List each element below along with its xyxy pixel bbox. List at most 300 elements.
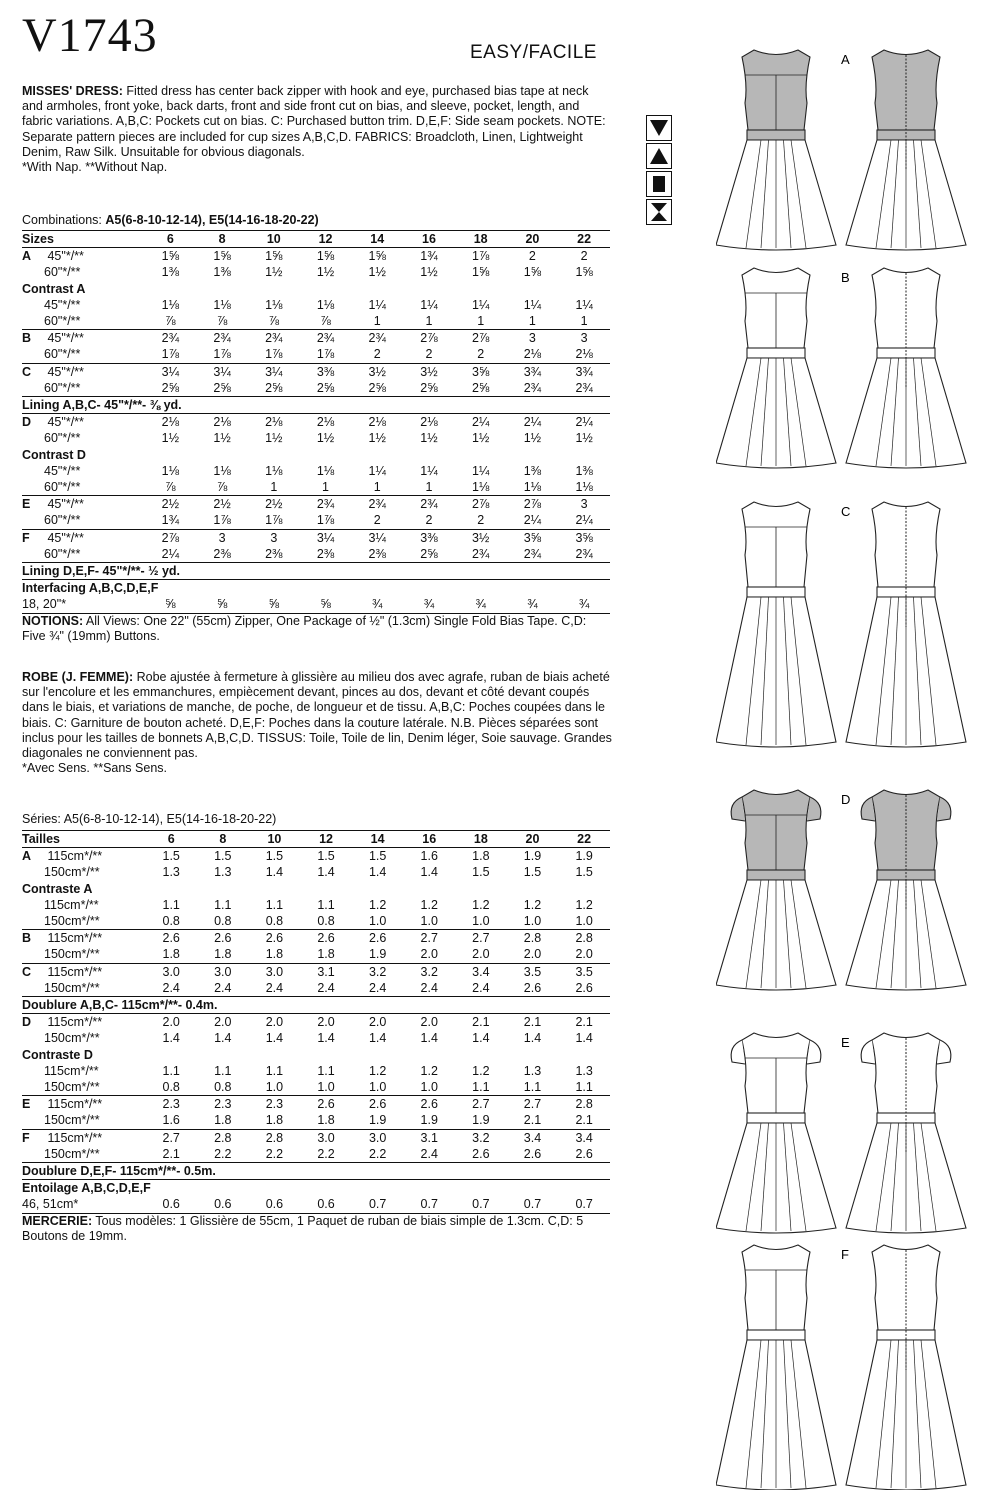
yardage-cell: 3⅝ (507, 529, 559, 546)
dress-back-view (846, 268, 966, 468)
fabric-width-label (22, 512, 145, 529)
yardage-cell: ⅞ (320, 314, 331, 329)
fabric-width-label (22, 264, 145, 280)
yardage-cell: 3¼ (196, 363, 248, 380)
yardage-cell: ⅝ (248, 596, 300, 613)
yardage-cell: 2¾ (300, 330, 352, 347)
yardage-cell: 1¼ (368, 463, 386, 478)
yardage-cell: 2.4 (265, 980, 284, 995)
fabric-width-label (22, 330, 145, 347)
yardage-cell: 1.0 (368, 914, 387, 929)
yardage-cell: 1⅛ (213, 463, 231, 478)
yardage-cell: 1.8 (214, 947, 232, 962)
fabric-width-label (22, 897, 145, 913)
yardage-cell: 2.6 (575, 1146, 593, 1161)
yardage-cell: 1.9 (523, 849, 542, 864)
yardage-cell: 3 (507, 330, 559, 347)
lining-abc: Lining A,B,C- 45"*/**- ⅜ yd. (22, 397, 610, 414)
contrast-label: Contraste A (22, 881, 93, 896)
lining-row (22, 397, 610, 414)
sizes-label: Sizes (22, 231, 145, 248)
yardage-cell: 2.0 (317, 1015, 335, 1030)
yardage-cell: 0.7 (455, 1196, 507, 1213)
fabric-width-label (22, 963, 145, 980)
yardage-cell: 2¼ (471, 415, 490, 430)
yardage-cell: 1⅜ (213, 265, 231, 280)
yardage-cell: 2.0 (368, 1015, 387, 1030)
yardage-cell: 2.1 (162, 1146, 180, 1161)
yardage-cell: 2.0 (420, 947, 438, 962)
yardage-cell: 2¼ (575, 415, 593, 430)
yardage-cell: 2⅜ (265, 546, 283, 561)
yardage-cell: 2⅝ (316, 380, 335, 395)
hourglass-icon (646, 199, 672, 225)
yardage-cell: 1.4 (265, 1031, 284, 1046)
yardage-cell: 1⅞ (213, 347, 231, 362)
interfacing-width: 18, 20"* (22, 596, 145, 613)
dress-back-view (846, 502, 966, 747)
yardage-cell: 2⅜ (316, 546, 335, 561)
yardage-cell: 2.6 (352, 1096, 404, 1113)
yardage-cell: ⅝ (145, 596, 197, 613)
subheading-row (22, 281, 610, 297)
yardage-cell: 1.8 (265, 947, 284, 962)
yardage-cell: 1.3 (214, 865, 232, 880)
yardage-cell: 1⅞ (265, 347, 283, 362)
yardage-cell: 2.0 (575, 947, 593, 962)
table-row (22, 864, 610, 880)
view-letter: C (22, 364, 32, 379)
yardage-cell: 2.6 (523, 1146, 542, 1161)
yardage-cell: 1¼ (523, 297, 542, 312)
size-header: 18 (455, 231, 507, 248)
yardage-cell: 2¼ (523, 513, 542, 528)
yardage-cell: 1.4 (317, 865, 335, 880)
fabric-width-label (22, 1014, 145, 1031)
yardage-cell: 0.6 (249, 1196, 301, 1213)
yardage-cell: 1⅝ (161, 249, 180, 264)
yardage-cell: 2⅝ (161, 380, 180, 395)
yardage-cell: 3¾ (558, 363, 610, 380)
yardage-cell: 1.9 (368, 947, 387, 962)
dress-front-view (716, 268, 836, 468)
fabric-width-label (22, 463, 145, 479)
fabric-width: 150cm*/** (44, 1031, 100, 1046)
yardage-cell: 2.1 (472, 1015, 490, 1030)
yardage-cell: 1.0 (472, 914, 490, 929)
yardage-cell: 0.7 (558, 1196, 610, 1213)
yardage-cell: 1⅞ (316, 513, 335, 528)
yardage-cell: 1.1 (472, 1080, 490, 1095)
yardage-cell: 2⅝ (420, 380, 438, 395)
yardage-cell: 2.1 (575, 1113, 593, 1128)
yardage-cell: 0.6 (145, 1196, 197, 1213)
fabric-width: 60"*/** (44, 431, 81, 446)
yardage-cell: 2.4 (420, 980, 438, 995)
yardage-cell: 2 (425, 513, 433, 528)
yardage-cell: 2¼ (523, 415, 542, 430)
description-fr: ROBE (J. FEMME): Robe ajustée à fermeture à glissière au milieu dos avec agrafe, ruban de biais acheté sur l'encolure et les emmanchures, empiècement devant, pinces au dos, devant et côté devant coupés dans le biais, et variations de manche, de poche, de longueur et de tissu. A,B,C: Poches coupées dans le biais. C: Garniture de bouton acheté. D,E,F: Poches dans la couture latérale. N.B. Pièces séparées sont inclus pour les tailles de bonnets A,B,C,D. TISSUS: Toile, Toile de lin, Denim léger, Soie sauvage. Grandes diagonales ne conviennent pas. *Avec Sens. **Sans Sens. (22, 670, 612, 776)
yardage-cell: 2⅝ (213, 380, 231, 395)
fabric-width: 115cm*/** (47, 1097, 103, 1112)
fabric-width: 60"*/** (44, 314, 81, 329)
yardage-cell: 2.7 (403, 930, 455, 947)
yardage-cell: 3.4 (507, 1129, 559, 1146)
fabric-width-label (22, 496, 145, 513)
yardage-cell: 1¼ (420, 297, 438, 312)
table-row (22, 930, 610, 947)
triangle-up-icon (646, 143, 672, 169)
yardage-cell: 1.0 (575, 914, 593, 929)
notions-row (22, 613, 610, 645)
table-row (22, 479, 610, 496)
fabric-width-label (22, 930, 145, 947)
yardage-cell: 2¾ (300, 496, 352, 513)
view-letter: E (22, 497, 31, 512)
yardage-cell: 1⅛ (213, 297, 231, 312)
fabric-width-label (22, 297, 145, 313)
yardage-cell: ⅞ (268, 314, 280, 329)
yardage-cell: 2¾ (471, 546, 490, 561)
fabric-width-label (22, 313, 145, 330)
yardage-cell: 1⅛ (575, 480, 593, 495)
size-header: 14 (352, 831, 404, 848)
yardage-cell: 3⅜ (403, 529, 455, 546)
yardage-cell: 2.0 (265, 1015, 284, 1030)
fabric-width: 45"*/** (44, 463, 81, 478)
yardage-cell: 1½ (368, 431, 386, 446)
table-row (22, 363, 610, 380)
yardage-cell: 1.5 (523, 865, 542, 880)
yardage-cell: 3 (196, 529, 248, 546)
yardage-cell: 3.0 (249, 963, 301, 980)
yardage-cell: 2 (425, 347, 433, 362)
yardage-cell: 2⅝ (368, 380, 386, 395)
table-row (22, 512, 610, 529)
interfacing-row (22, 580, 610, 597)
yardage-cell: 1.4 (162, 1031, 180, 1046)
dress-front-view (716, 50, 836, 250)
yardage-cell: 3 (248, 529, 300, 546)
dress-front-view (716, 1245, 836, 1490)
yardage-cell: 1⅛ (523, 480, 542, 495)
table-row (22, 980, 610, 997)
yardage-cell: 3.1 (300, 963, 352, 980)
yardage-cell: 1 (528, 314, 536, 329)
yardage-cell: 1.2 (472, 1063, 490, 1078)
contrast-label: Contraste D (22, 1047, 93, 1062)
yardage-cell: 1.9 (420, 1113, 438, 1128)
yardage-cell: ⅝ (300, 596, 352, 613)
yardage-cell: 2.8 (558, 930, 610, 947)
notions: MERCERIE: Tous modèles: 1 Glissière de 55cm, 1 Paquet de ruban de biais simple de 1.3cm. C,D: 5 Boutons de 19mm. (22, 1213, 584, 1244)
subheading-row (22, 447, 610, 463)
yardage-cell: 1.3 (575, 1063, 593, 1078)
yardage-cell: 1.5 (575, 865, 593, 880)
interfacing-values-row (22, 1196, 610, 1213)
yardage-cell: 3¼ (145, 363, 197, 380)
yardage-cell: 1.0 (317, 1080, 335, 1095)
fabric-width-label (22, 946, 145, 963)
view-label: C (841, 504, 851, 519)
yardage-cell: 3.4 (455, 963, 507, 980)
size-header: 22 (558, 831, 610, 848)
table-row (22, 297, 610, 313)
yardage-cell: 2 (477, 513, 485, 528)
yardage-cell: 2.6 (575, 980, 593, 995)
yardage-cell: 3.5 (558, 963, 610, 980)
size-header: 12 (300, 831, 352, 848)
yardage-cell: 1.6 (420, 849, 438, 864)
yardage-cell: 1 (580, 314, 588, 329)
fabric-width: 150cm*/** (44, 1080, 100, 1095)
view-letter: B (22, 331, 32, 346)
pattern-number: V1743 (22, 9, 158, 62)
fabric-width: 115cm*/** (44, 897, 99, 912)
fabric-width: 115cm*/** (47, 964, 103, 979)
yardage-cell: 1.4 (214, 1031, 232, 1046)
yardage-cell: 1½ (265, 431, 283, 446)
size-header: 10 (249, 831, 301, 848)
fabric-width-label (22, 1129, 145, 1146)
yardage-cell: 1⅝ (523, 265, 542, 280)
yardage-cell: 0.8 (214, 1080, 232, 1095)
lining-row (22, 563, 610, 580)
yardage-cell: 1⅞ (265, 513, 283, 528)
yardage-cell: 1.0 (368, 1080, 387, 1095)
yardage-cell: 2¾ (403, 496, 455, 513)
yardage-cell: 1.5 (214, 849, 232, 864)
fabric-width-label (22, 479, 145, 496)
yardage-cell: 2¼ (575, 513, 593, 528)
fabric-width: 45"*/** (44, 297, 81, 312)
yardage-cell: 1.1 (162, 897, 180, 912)
yardage-table-en (22, 230, 610, 645)
yardage-cell: 2.2 (317, 1146, 335, 1161)
view-letter: F (22, 1130, 30, 1145)
table-row (22, 330, 610, 347)
yardage-cell: 1⅜ (161, 265, 180, 280)
yardage-cell: ⅞ (165, 480, 176, 495)
yardage-cell: 2⅞ (145, 529, 197, 546)
yardage-cell: 2.0 (523, 947, 542, 962)
yardage-cell: ¾ (507, 596, 559, 613)
yardage-cell: 2.7 (455, 930, 507, 947)
yardage-cell: 2½ (196, 496, 248, 513)
yardage-cell: 2¾ (248, 330, 300, 347)
size-header: 16 (403, 831, 455, 848)
yardage-cell: 3⅜ (300, 363, 352, 380)
view-letter: A (22, 849, 32, 864)
fabric-width-label (22, 346, 145, 363)
size-header: 10 (248, 231, 300, 248)
yardage-cell: 1.5 (368, 849, 387, 864)
yardage-cell: 2.3 (197, 1096, 249, 1113)
yardage-cell: 2.0 (472, 947, 490, 962)
yardage-cell: 0.8 (162, 914, 180, 929)
yardage-cell: 2⅛ (575, 347, 593, 362)
yardage-cell: 1¼ (471, 297, 490, 312)
yardage-cell: 1 (477, 314, 485, 329)
yardage-cell: 2.4 (317, 980, 335, 995)
size-header: 20 (507, 831, 559, 848)
yardage-cell: 1.8 (162, 947, 180, 962)
yardage-cell: 3 (558, 496, 610, 513)
yardage-cell: 2.4 (420, 1146, 438, 1161)
yardage-cell: 2⅛ (265, 415, 283, 430)
yardage-cell: 2.6 (145, 930, 197, 947)
fabric-width-label (22, 414, 145, 431)
yardage-cell: 2.0 (420, 1015, 438, 1030)
yardage-cell: 2.6 (300, 1096, 352, 1113)
yardage-cell: 1.2 (523, 897, 542, 912)
yardage-cell: 1.1 (575, 1080, 593, 1095)
yardage-cell: 3.0 (352, 1129, 404, 1146)
yardage-cell: 1⅞ (213, 513, 231, 528)
yardage-cell: 2.4 (162, 980, 180, 995)
yardage-cell: 2⅛ (420, 415, 438, 430)
size-header: 8 (196, 231, 248, 248)
fabric-width: 60"*/** (44, 347, 81, 362)
yardage-cell: 2¾ (351, 496, 403, 513)
yardage-cell: 2.2 (265, 1146, 284, 1161)
yardage-cell: 0.8 (265, 914, 284, 929)
yardage-cell: 2.6 (523, 980, 542, 995)
yardage-cell: 2.7 (145, 1129, 197, 1146)
yardage-cell: 1⅞ (471, 249, 490, 264)
yardage-cell: 1⅜ (523, 463, 542, 478)
yardage-cell: 1.4 (523, 1031, 542, 1046)
yardage-cell: 1½ (523, 431, 542, 446)
yardage-cell: 2.3 (249, 1096, 301, 1113)
yardage-cell: 2.6 (352, 930, 404, 947)
yardage-cell: ⅞ (165, 314, 176, 329)
yardage-cell: 1.0 (523, 914, 542, 929)
yardage-cell: ⅞ (216, 480, 228, 495)
fabric-width-label (22, 1112, 145, 1129)
yardage-cell: 1.4 (420, 865, 438, 880)
yardage-cell: 1⅝ (265, 249, 283, 264)
table-row (22, 248, 610, 265)
yardage-cell: 3.0 (197, 963, 249, 980)
yardage-cell: 1⅝ (575, 265, 593, 280)
yardage-cell: 3.2 (403, 963, 455, 980)
yardage-cell: 2.4 (472, 980, 490, 995)
fabric-width: 45"*/** (47, 249, 84, 264)
dress-front-view (716, 502, 836, 747)
yardage-cell: 2.6 (403, 1096, 455, 1113)
yardage-cell: 1.1 (214, 897, 232, 912)
size-header: 8 (197, 831, 249, 848)
table-row (22, 1129, 610, 1146)
size-header: 6 (145, 831, 197, 848)
table-row (22, 963, 610, 980)
view-label: F (841, 1247, 849, 1262)
table-row (22, 496, 610, 513)
yardage-cell: 0.8 (317, 914, 335, 929)
yardage-cell: 2.8 (507, 930, 559, 947)
fabric-width-label (22, 864, 145, 880)
fabric-width: 45"*/** (47, 415, 84, 430)
yardage-cell: 2.4 (368, 980, 387, 995)
table-row (22, 1112, 610, 1129)
fabric-width-label (22, 380, 145, 397)
yardage-cell: 1 (425, 314, 433, 329)
yardage-cell: 1⅜ (575, 463, 593, 478)
yardage-cell: 0.8 (162, 1080, 180, 1095)
size-header: 18 (455, 831, 507, 848)
view-label: B (841, 270, 850, 285)
yardage-cell: 1⅛ (471, 480, 490, 495)
yardage-cell: 2½ (145, 496, 197, 513)
table-row (22, 346, 610, 363)
table-row (22, 848, 610, 865)
table-row (22, 380, 610, 397)
yardage-cell: 2.6 (300, 930, 352, 947)
yardage-cell: 2.1 (575, 1015, 593, 1030)
yardage-cell: 1⅝ (213, 249, 231, 264)
yardage-cell: 1⅞ (161, 347, 180, 362)
fabric-width: 60"*/** (44, 513, 81, 528)
fabric-width: 60"*/** (44, 546, 81, 561)
yardage-cell: 1.4 (472, 1031, 490, 1046)
yardage-cell: 1.8 (317, 1113, 335, 1128)
view-label: A (841, 52, 850, 67)
yardage-cell: 3 (558, 330, 610, 347)
yardage-cell: 2.7 (455, 1096, 507, 1113)
fabric-width-label (22, 248, 145, 265)
view-letter: B (22, 931, 32, 946)
yardage-cell: 3.0 (145, 963, 197, 980)
dress-back-view (846, 50, 966, 250)
yardage-cell: 1.2 (420, 1063, 438, 1078)
fabric-width: 150cm*/** (44, 1113, 100, 1128)
view-letter: D (22, 415, 32, 430)
yardage-cell: 2.4 (214, 980, 232, 995)
yardage-cell: 1½ (316, 265, 335, 280)
fabric-width: 150cm*/** (44, 947, 100, 962)
table-row (22, 414, 610, 431)
yardage-cell: 2 (373, 513, 381, 528)
table-row (22, 1096, 610, 1113)
yardage-cell: 1.5 (162, 849, 180, 864)
yardage-cell: 1.9 (575, 849, 593, 864)
fabric-width-label (22, 430, 145, 446)
yardage-cell: 3¼ (300, 529, 352, 546)
yardage-cell: 2.1 (523, 1015, 542, 1030)
yardage-cell: 1¼ (575, 297, 593, 312)
yardage-cell: 1.2 (368, 1063, 387, 1078)
yardage-cell: 1.8 (265, 1113, 284, 1128)
yardage-cell: 2.8 (197, 1129, 249, 1146)
yardage-cell: 1⅝ (471, 265, 490, 280)
yardage-cell: 3¼ (248, 363, 300, 380)
yardage-cell: 1¾ (420, 249, 438, 264)
fabric-width-label (22, 546, 145, 563)
yardage-cell: 1.4 (265, 865, 284, 880)
yardage-cell: 0.8 (214, 914, 232, 929)
yardage-cell: ¾ (455, 596, 507, 613)
fabric-width-label (22, 1146, 145, 1163)
view-letter: D (22, 1015, 32, 1030)
yardage-cell: 1.1 (317, 897, 335, 912)
table-row (22, 1030, 610, 1046)
yardage-cell: 2⅝ (471, 380, 490, 395)
yardage-cell: 2.7 (507, 1096, 559, 1113)
yardage-cell: 1.9 (368, 1113, 387, 1128)
yardage-cell: 2⅝ (420, 546, 438, 561)
yardage-cell: 2⅛ (368, 415, 386, 430)
